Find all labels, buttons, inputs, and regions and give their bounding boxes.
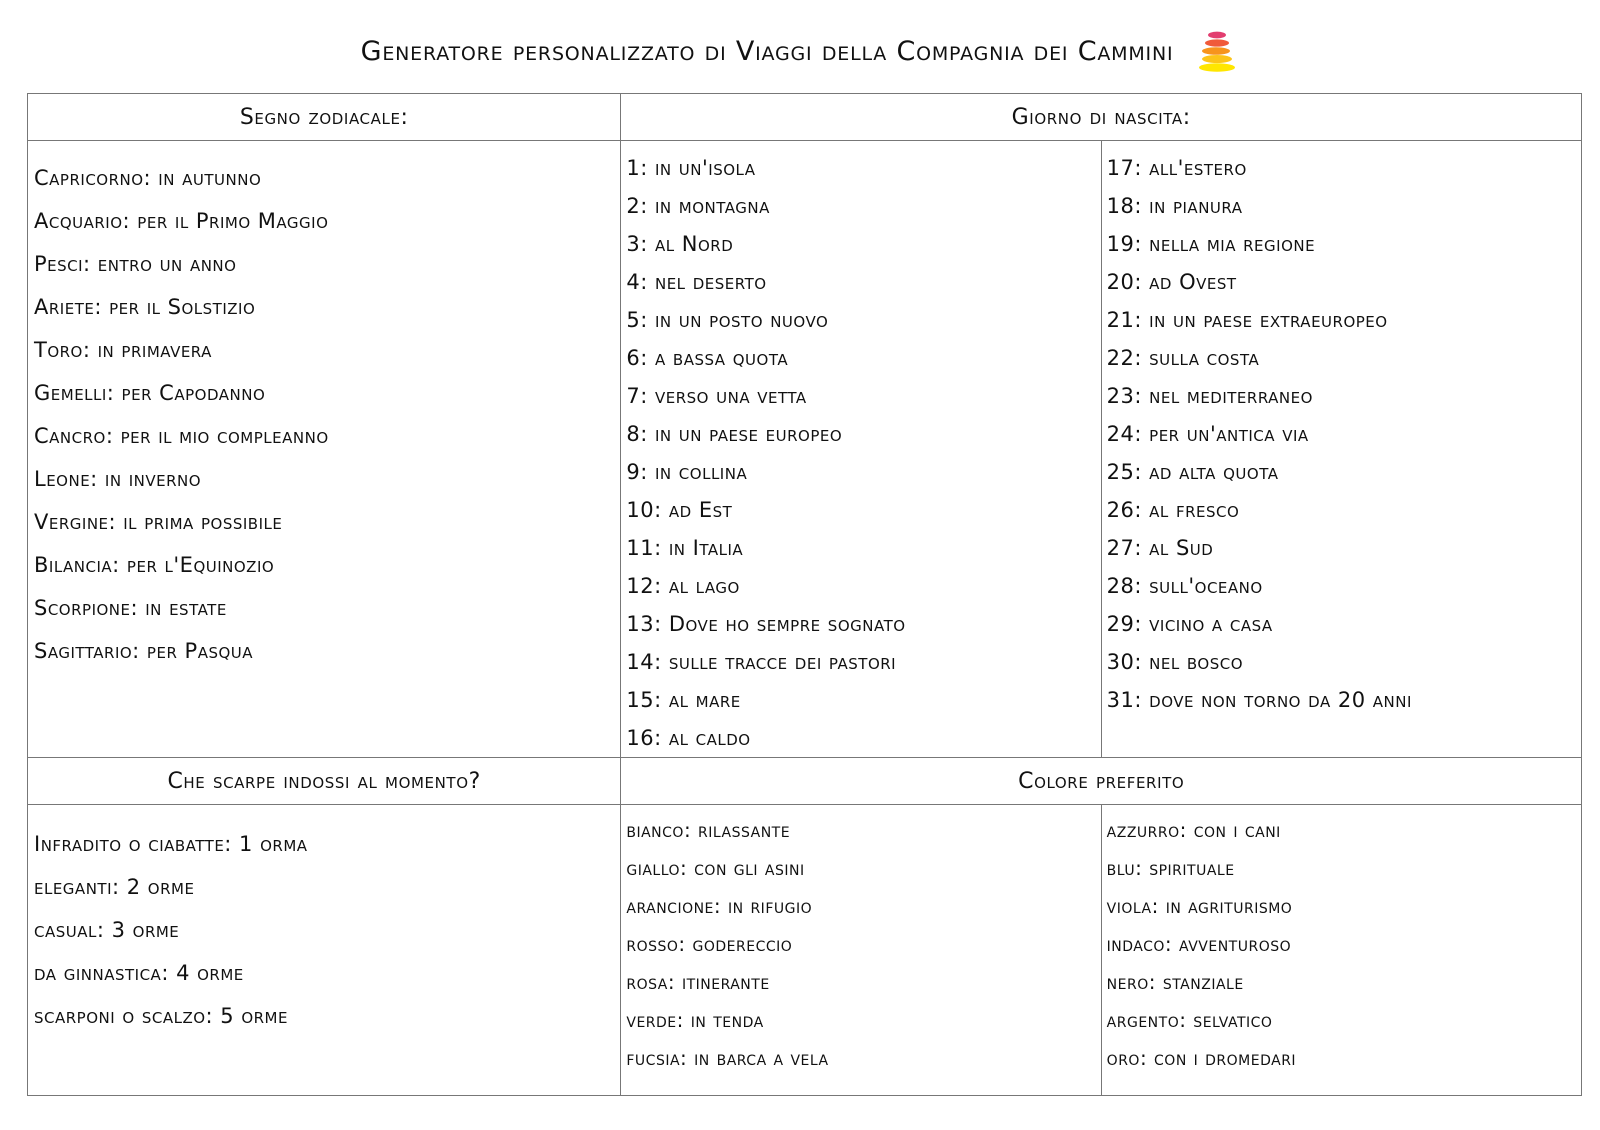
birthday-list [626, 149, 1100, 757]
birthday-item: 22: sulla costa [1106, 346, 1260, 370]
zodiac-list [34, 157, 620, 673]
shoes-item: da ginnastica: 4 orme [34, 961, 244, 985]
birthday-item: 18: in pianura [1106, 194, 1243, 218]
color-list [626, 811, 1100, 1077]
birthday-item: 17: all'estero [1106, 156, 1247, 180]
shoes-cell [28, 805, 621, 1096]
zodiac-cell [28, 141, 621, 758]
color-item: giallo: con gli asini [626, 856, 805, 880]
birthday-item: 5: in un posto nuovo [626, 308, 829, 332]
color-list [1107, 811, 1581, 1077]
color-header: Colore preferito [621, 758, 1582, 805]
birthday-item: 15: al mare [626, 688, 741, 712]
birthday-item: 6: a bassa quota [626, 346, 789, 370]
color-item: rosa: itinerante [626, 970, 770, 994]
color-item: bianco: rilassante [626, 818, 791, 842]
birthday-header: Giorno di nascita: [621, 94, 1582, 141]
birthday-item: 26: al fresco [1106, 498, 1240, 522]
color-item: azzurro: con i cani [1106, 818, 1281, 842]
shoes-item: casual: 3 orme [34, 918, 180, 942]
zodiac-item: Acquario: per il Primo Maggio [34, 209, 329, 233]
birthday-item: 11: in Italia [626, 536, 744, 560]
birthday-item: 21: in un paese extraeuropeo [1106, 308, 1388, 332]
generator-table [27, 93, 1582, 1096]
zodiac-item: Toro: in primavera [34, 338, 212, 362]
birthday-item: 14: sulle tracce dei pastori [626, 650, 897, 674]
zodiac-item: Capricorno: in autunno [34, 166, 262, 190]
zodiac-item: Leone: in inverno [34, 467, 202, 491]
birthday-item: 20: ad Ovest [1106, 270, 1237, 294]
birthday-item: 13: Dove ho sempre sognato [626, 612, 906, 636]
shoes-list [34, 823, 620, 1038]
color-item: oro: con i dromedari [1106, 1046, 1297, 1070]
color-cell-right [1101, 805, 1581, 1096]
zodiac-item: Pesci: entro un anno [34, 252, 237, 276]
birthday-item: 7: verso una vetta [626, 384, 807, 408]
zodiac-header: Segno zodiacale: [28, 94, 621, 141]
zodiac-item: Ariete: per il Solstizio [34, 295, 256, 319]
birthday-item: 29: vicino a casa [1106, 612, 1273, 636]
birthday-cell-17-31 [1101, 141, 1581, 758]
zodiac-item: Scorpione: in estate [34, 596, 227, 620]
birthday-item: 31: dove non torno da 20 anni [1106, 688, 1412, 712]
birthday-item: 9: in collina [626, 460, 748, 484]
birthday-item: 25: ad alta quota [1106, 460, 1279, 484]
color-item: verde: in tenda [626, 1008, 764, 1032]
color-item: indaco: avventuroso [1106, 932, 1292, 956]
shoes-item: Infradito o ciabatte: 1 orma [34, 832, 308, 856]
shoes-item: eleganti: 2 orme [34, 875, 195, 899]
shoes-item: scarponi o scalzo: 5 orme [34, 1004, 288, 1028]
color-item: blu: spirituale [1106, 856, 1235, 880]
birthday-list [1107, 149, 1581, 719]
birthday-cell-1-16 [621, 141, 1101, 758]
birthday-item: 24: per un'antica via [1106, 422, 1309, 446]
birthday-item: 3: al Nord [626, 232, 734, 256]
page-title: Generatore personalizzato di Viaggi della Compagnia dei Cammini [360, 35, 1174, 67]
stacked-stones-logo-icon [1195, 29, 1239, 73]
color-item: argento: selvatico [1106, 1008, 1273, 1032]
shoes-header: Che scarpe indossi al momento? [28, 758, 621, 805]
color-item: arancione: in rifugio [626, 894, 813, 918]
birthday-item: 10: ad Est [626, 498, 733, 522]
color-item: fucsia: in barca a vela [626, 1046, 829, 1070]
birthday-item: 12: al lago [626, 574, 740, 598]
zodiac-item: Sagittario: per Pasqua [34, 639, 254, 663]
birthday-item: 16: al caldo [626, 726, 751, 750]
title-row [0, 26, 1600, 76]
birthday-item: 27: al Sud [1106, 536, 1214, 560]
zodiac-item: Bilancia: per l'Equinozio [34, 553, 275, 577]
color-item: rosso: godereccio [626, 932, 793, 956]
birthday-item: 28: sull'oceano [1106, 574, 1263, 598]
birthday-item: 8: in un paese europeo [626, 422, 843, 446]
zodiac-item: Cancro: per il mio compleanno [34, 424, 329, 448]
color-item: viola: in agriturismo [1106, 894, 1293, 918]
color-item: nero: stanziale [1106, 970, 1244, 994]
birthday-item: 23: nel mediterraneo [1106, 384, 1313, 408]
birthday-item: 4: nel deserto [626, 270, 767, 294]
zodiac-item: Gemelli: per Capodanno [34, 381, 266, 405]
birthday-item: 1: in un'isola [626, 156, 756, 180]
color-cell-left [621, 805, 1101, 1096]
zodiac-item: Vergine: il prima possibile [34, 510, 283, 534]
birthday-item: 2: in montagna [626, 194, 770, 218]
birthday-item: 19: nella mia regione [1106, 232, 1316, 256]
birthday-item: 30: nel bosco [1106, 650, 1244, 674]
